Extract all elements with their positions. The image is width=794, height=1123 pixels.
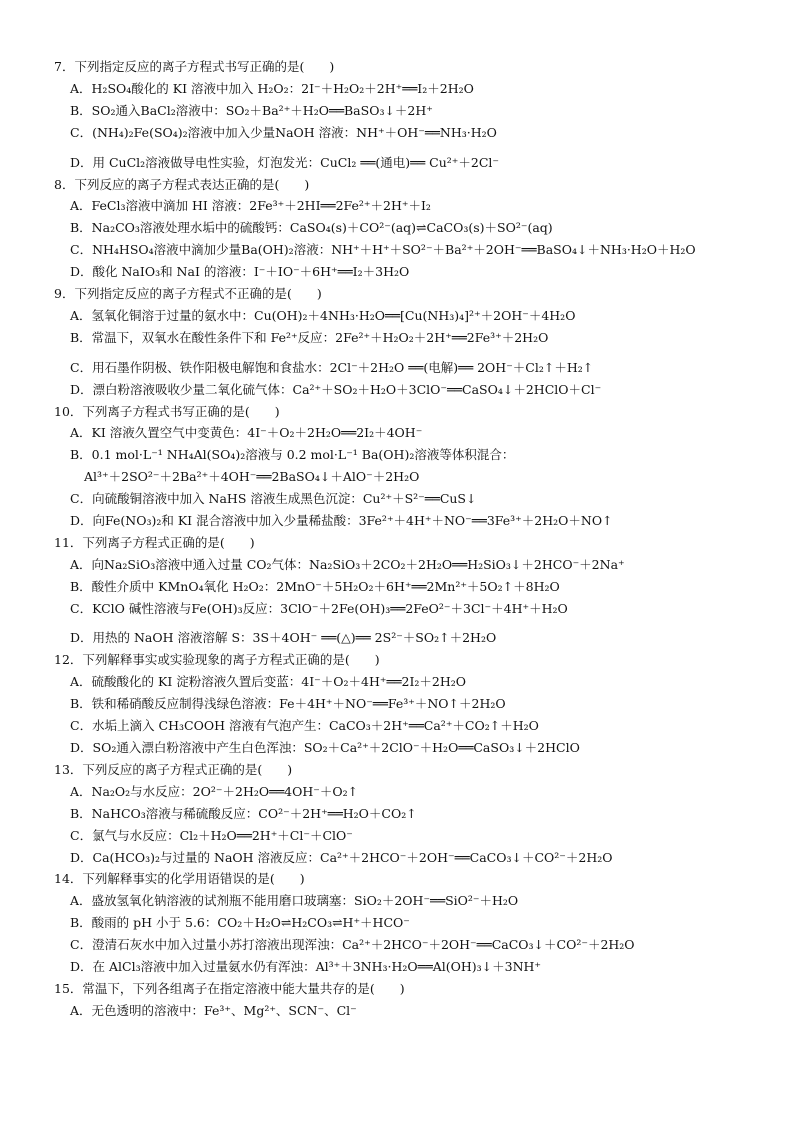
option-a: A．盛放氢氧化钠溶液的试剂瓶不能用磨口玻璃塞：SiO₂＋2OH⁻══SiO²⁻＋H₂O xyxy=(70,893,519,909)
question-14 xyxy=(54,868,744,977)
option-c: C．氯气与水反应：Cl₂＋H₂O══2H⁺＋Cl⁻＋ClO⁻ xyxy=(70,827,353,843)
question-stem: 13．下列反应的离子方程式正确的是( ) xyxy=(54,761,293,777)
question-13 xyxy=(54,759,744,868)
option-b-continuation: Al³⁺＋2SO²⁻＋2Ba²⁺＋4OH⁻══2BaSO₄↓＋AlO⁻＋2H₂O xyxy=(84,469,420,485)
question-15 xyxy=(54,978,744,1022)
option-d: D．用 CuCl₂溶液做导电性实验，灯泡发光：CuCl₂ ══(通电)══ Cu²⁺＋2Cl⁻ xyxy=(70,154,500,170)
exam-page xyxy=(54,56,744,1022)
question-stem: 7．下列指定反应的离子方程式书写正确的是( ) xyxy=(54,59,335,74)
question-stem: 15．常温下，下列各组离子在指定溶液中能大量共存的是( ) xyxy=(54,980,405,996)
option-d: D．向Fe(NO₃)₂和 KI 混合溶液中加入少量稀盐酸：3Fe²⁺＋4H⁺＋NO⁻══3Fe³⁺＋2H₂O＋NO↑ xyxy=(70,513,613,529)
question-11 xyxy=(54,532,744,650)
option-a: A．H₂SO₄酸化的 KI 溶液中加入 H₂O₂：2I⁻＋H₂O₂＋2H⁺══I₂＋2H₂O xyxy=(70,80,474,96)
question-stem: 10．下列离子方程式书写正确的是( ) xyxy=(54,403,280,419)
option-a: A．FeCl₃溶液中滴加 HI 溶液：2Fe³⁺＋2HI══2Fe²⁺＋2H⁺＋I₂ xyxy=(70,198,431,214)
question-9 xyxy=(54,283,744,401)
question-stem: 11．下列离子方程式正确的是( ) xyxy=(54,534,255,550)
question-stem: 12．下列解释事实或实验现象的离子方程式正确的是( ) xyxy=(54,652,380,668)
option-c: C．水垢上滴入 CH₃COOH 溶液有气泡产生：CaCO₃＋2H⁺══Ca²⁺＋CO₂↑＋H₂O xyxy=(70,718,539,734)
option-d: D．酸化 NaIO₃和 NaI 的溶液：I⁻＋IO⁻＋6H⁺══I₂＋3H₂O xyxy=(70,264,410,280)
option-d: D．Ca(HCO₃)₂与过量的 NaOH 溶液反应：Ca²⁺＋2HCO⁻＋2OH⁻══CaCO₃↓＋CO²⁻＋2H₂O xyxy=(70,849,613,865)
option-c: C．澄清石灰水中加入过量小苏打溶液出现浑浊：Ca²⁺＋2HCO⁻＋2OH⁻══CaCO₃↓＋CO²⁻＋2H₂O xyxy=(70,937,635,953)
option-c: C．KClO 碱性溶液与Fe(OH)₃反应：3ClO⁻＋2Fe(OH)₃══2FeO²⁻＋3Cl⁻＋4H⁺＋H₂O xyxy=(70,600,568,616)
option-a: A．无色透明的溶液中：Fe³⁺、Mg²⁺、SCN⁻、Cl⁻ xyxy=(70,1002,357,1018)
question-7 xyxy=(54,56,744,174)
option-a: A．氢氧化铜溶于过量的氨水中：Cu(OH)₂＋4NH₃·H₂O══[Cu(NH₃)₄]²⁺＋2OH⁻＋4H₂O xyxy=(70,307,576,323)
option-d: D．在 AlCl₃溶液中加入过量氨水仍有浑浊：Al³⁺＋3NH₃·H₂O══Al(OH)₃↓＋3NH⁺ xyxy=(70,958,542,974)
question-8 xyxy=(54,174,744,283)
option-b: B．酸性介质中 KMnO₄氧化 H₂O₂：2MnO⁻＋5H₂O₂＋6H⁺══2Mn²⁺＋5O₂↑＋8H₂O xyxy=(70,578,560,594)
option-b: B．常温下，双氧水在酸性条件下和 Fe²⁺反应：2Fe²⁺＋H₂O₂＋2H⁺══2Fe³⁺＋2H₂O xyxy=(70,329,549,345)
option-c: C．向硫酸铜溶液中加入 NaHS 溶液生成黑色沉淀：Cu²⁺＋S²⁻══CuS↓ xyxy=(70,491,477,507)
question-stem: 8．下列反应的离子方程式表达正确的是( ) xyxy=(54,176,310,192)
option-c: C．用石墨作阴极、铁作阳极电解饱和食盐水：2Cl⁻＋2H₂O ══(电解)══ 2OH⁻＋Cl₂↑＋H₂↑ xyxy=(70,359,594,375)
option-c: C．(NH₄)₂Fe(SO₄)₂溶液中加入少量NaOH 溶液：NH⁺＋OH⁻══NH₃·H₂O xyxy=(70,124,497,140)
option-b: B．0.1 mol·L⁻¹ NH₄Al(SO₄)₂溶液与 0.2 mol·L⁻¹ Ba(OH)₂溶液等体积混合： xyxy=(70,447,515,463)
question-10 xyxy=(54,401,744,532)
question-stem: 9．下列指定反应的离子方程式不正确的是( ) xyxy=(54,286,322,302)
option-b: B．NaHCO₃溶液与稀硫酸反应：CO²⁻＋2H⁺══H₂O＋CO₂↑ xyxy=(70,805,417,821)
option-c: C．NH₄HSO₄溶液中滴加少量Ba(OH)₂溶液：NH⁺＋H⁺＋SO²⁻＋Ba²⁺＋2OH⁻══BaSO₄↓＋NH₃·H₂O＋H₂O xyxy=(70,242,696,258)
option-b: B．Na₂CO₃溶液处理水垢中的硫酸钙：CaSO₄(s)＋CO²⁻(aq)⇌CaCO₃(s)＋SO²⁻(aq) xyxy=(70,220,553,236)
option-b: B．酸雨的 pH 小于 5.6：CO₂＋H₂O⇌H₂CO₃⇌H⁺＋HCO⁻ xyxy=(70,915,410,931)
option-a: A．硫酸酸化的 KI 淀粉溶液久置后变蓝：4I⁻＋O₂＋4H⁺══2I₂＋2H₂O xyxy=(70,674,467,690)
option-a: A．Na₂O₂与水反应：2O²⁻＋2H₂O══4OH⁻＋O₂↑ xyxy=(70,783,359,799)
option-d: D．漂白粉溶液吸收少量二氧化硫气体：Ca²⁺＋SO₂＋H₂O＋3ClO⁻══CaSO₄↓＋2HClO＋Cl⁻ xyxy=(70,381,602,397)
question-12 xyxy=(54,649,744,758)
question-stem: 14．下列解释事实的化学用语错误的是( ) xyxy=(54,871,305,887)
option-b: B．SO₂通入BaCl₂溶液中：SO₂＋Ba²⁺＋H₂O══BaSO₃↓＋2H⁺ xyxy=(70,102,433,118)
option-a: A．向Na₂SiO₃溶液中通入过量 CO₂气体：Na₂SiO₃＋2CO₂＋2H₂O══H₂SiO₃↓＋2HCO⁻＋2Na⁺ xyxy=(70,556,625,572)
option-d: D．SO₂通入漂白粉溶液中产生白色浑浊：SO₂＋Ca²⁺＋2ClO⁻＋H₂O══CaSO₃↓＋2HClO xyxy=(70,740,580,756)
option-b: B．铁和稀硝酸反应制得浅绿色溶液：Fe＋4H⁺＋NO⁻══Fe³⁺＋NO↑＋2H₂O xyxy=(70,696,506,712)
option-a: A．KI 溶液久置空气中变黄色：4I⁻＋O₂＋2H₂O══2I₂＋4OH⁻ xyxy=(70,425,423,441)
option-d: D．用热的 NaOH 溶液溶解 S：3S＋4OH⁻ ══(△)══ 2S²⁻＋SO₂↑＋2H₂O xyxy=(70,630,497,646)
